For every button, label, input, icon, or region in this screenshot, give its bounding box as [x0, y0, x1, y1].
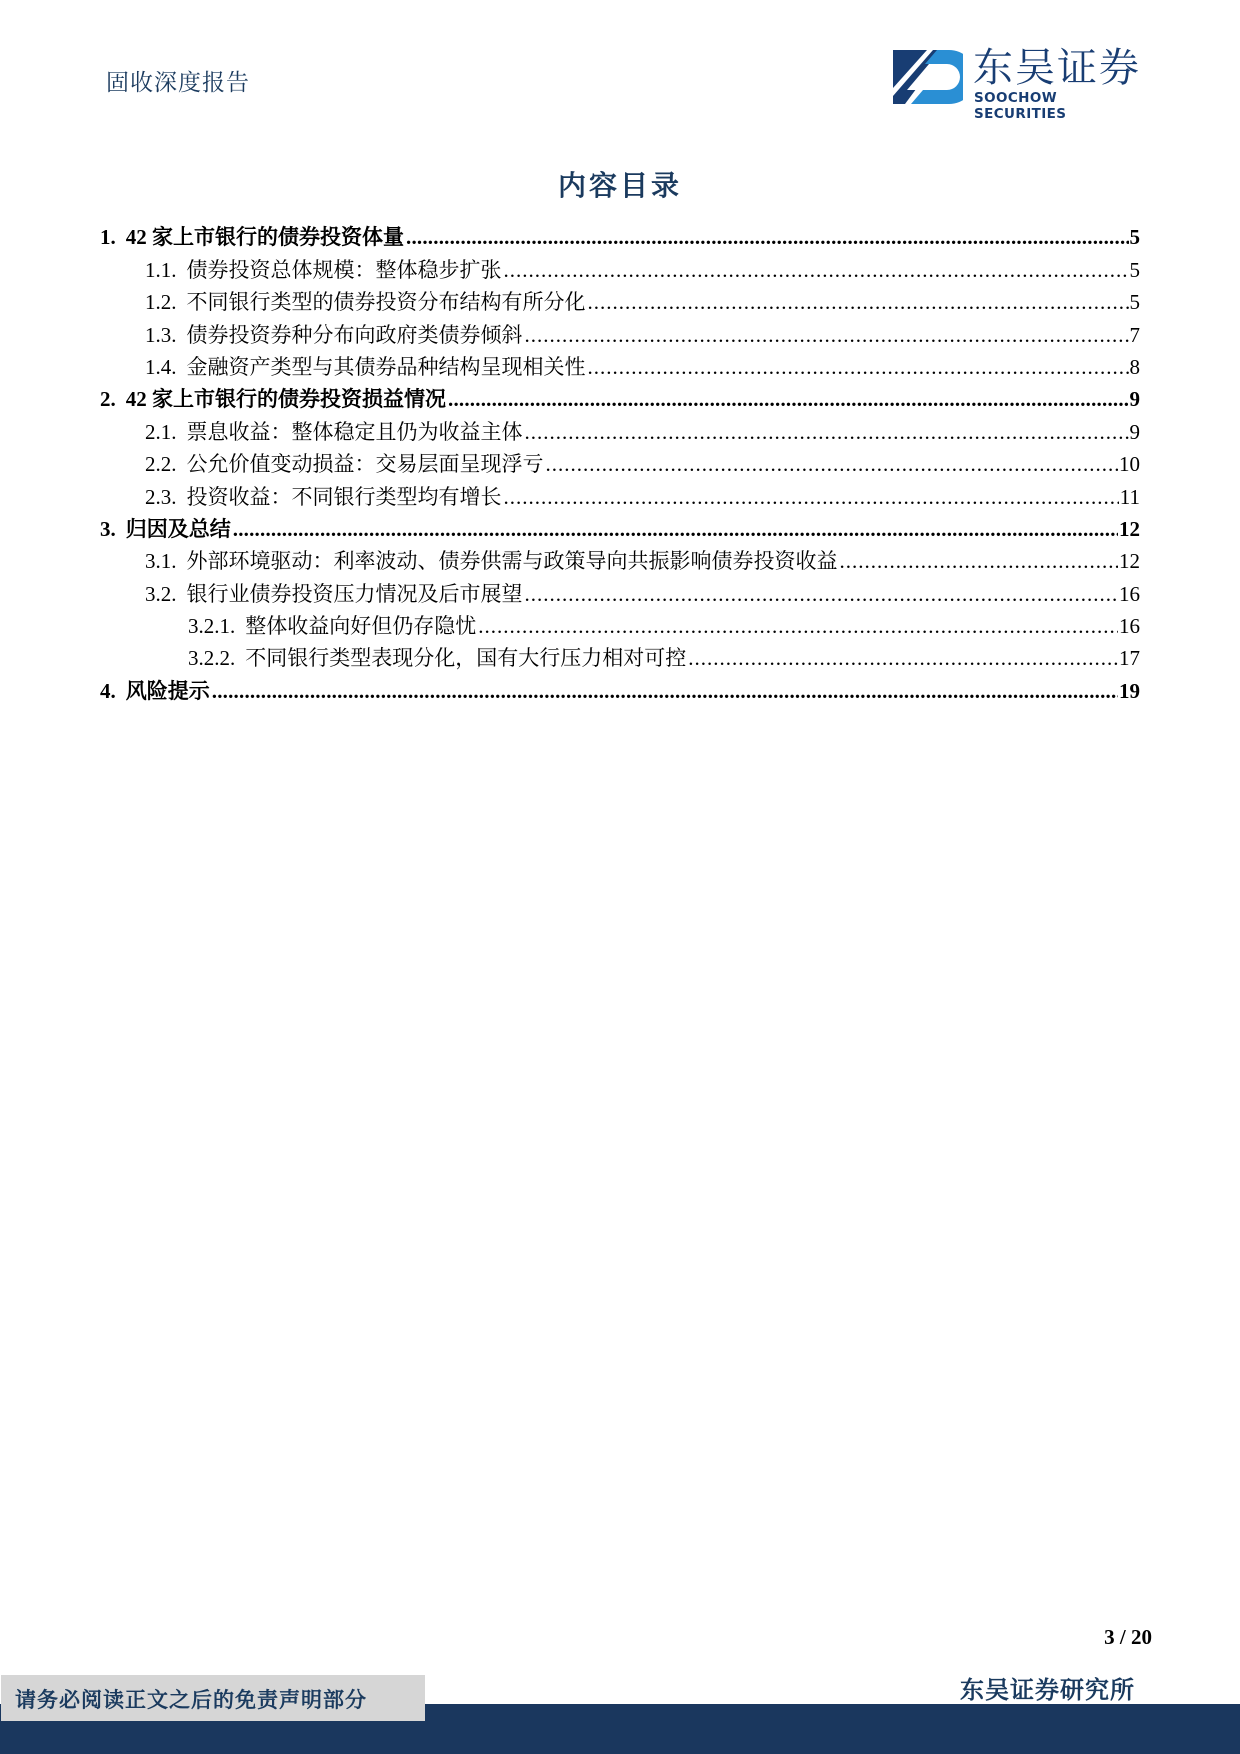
toc-entry-page: 16: [1119, 614, 1140, 639]
table-of-contents: [100, 218, 1140, 704]
toc-entry-title: 债券投资券种分布向政府类债券倾斜: [186, 322, 523, 347]
toc-entry-page: 5: [1129, 225, 1140, 250]
toc-entry[interactable]: [100, 445, 1140, 477]
toc-entry-title: 归因及总结: [125, 516, 231, 541]
toc-entry-number: 1.2.: [145, 290, 177, 315]
toc-leader-dots: [406, 224, 1129, 250]
logo-name-en: SOOCHOW SECURITIES: [974, 90, 1067, 122]
toc-leader-dots: [233, 516, 1118, 542]
report-type-label: 固收深度报告: [106, 70, 250, 95]
toc-leader-dots: [525, 419, 1129, 445]
toc-entry[interactable]: [100, 283, 1140, 315]
toc-entry-number: 1.1.: [145, 257, 177, 282]
toc-entry[interactable]: [100, 315, 1140, 347]
toc-entry-number: 2.1.: [145, 419, 177, 444]
toc-leader-dots: [504, 484, 1119, 510]
toc-leader-dots: [588, 289, 1129, 315]
toc-entry-number: 3.: [100, 516, 116, 541]
toc-entry-page: 17: [1119, 646, 1140, 671]
toc-entry-title: 风险提示: [125, 678, 210, 703]
institute-name: 东吴证券研究所: [960, 1678, 1135, 1704]
toc-entry-number: 3.2.1.: [188, 614, 236, 639]
toc-entry-title: 银行业债券投资压力情况及后市展望: [186, 581, 523, 606]
toc-leader-dots: [840, 548, 1119, 574]
toc-title: 内容目录: [557, 171, 682, 202]
toc-entry-number: 2.3.: [145, 484, 177, 509]
toc-entry-number: 3.2.2.: [188, 646, 236, 671]
toc-entry-title: 整体收益向好但仍存隐忧: [245, 614, 477, 639]
toc-leader-dots: [448, 386, 1129, 412]
toc-entry-title: 债券投资总体规模：整体稳步扩张: [186, 257, 502, 282]
toc-entry[interactable]: [100, 607, 1140, 639]
toc-entry-page: 11: [1119, 484, 1140, 509]
toc-entry-number: 1.4.: [145, 354, 177, 379]
toc-entry-title: 公允价值变动损益：交易层面呈现浮亏: [186, 452, 544, 477]
toc-entry[interactable]: [100, 250, 1140, 282]
toc-entry-page: 19: [1119, 678, 1140, 703]
toc-leader-dots: [212, 678, 1118, 704]
toc-entry-number: 1.3.: [145, 322, 177, 347]
toc-entry-number: 1.: [100, 225, 116, 250]
toc-entry-title: 不同银行类型的债券投资分布结构有所分化: [186, 290, 586, 315]
toc-entry-page: 8: [1129, 354, 1140, 379]
page-indicator: 3 / 20: [1104, 1625, 1152, 1649]
toc-entry-page: 5: [1129, 257, 1140, 282]
toc-entry-number: 4.: [100, 678, 116, 703]
toc-entry[interactable]: [100, 671, 1140, 703]
soochow-logo-icon: [893, 50, 963, 104]
toc-entry[interactable]: [100, 574, 1140, 606]
company-logo: [893, 45, 1153, 122]
toc-entry[interactable]: [100, 412, 1140, 444]
toc-entry-title: 外部环境驱动：利率波动、债券供需与政策导向共振影响债券投资收益: [186, 549, 838, 574]
toc-entry[interactable]: [100, 218, 1140, 250]
toc-leader-dots: [588, 354, 1129, 380]
toc-entry[interactable]: [100, 542, 1140, 574]
toc-entry-page: 12: [1119, 516, 1140, 541]
toc-entry-page: 7: [1129, 322, 1140, 347]
toc-leader-dots: [504, 257, 1129, 283]
toc-leader-dots: [688, 645, 1118, 671]
toc-entry[interactable]: [100, 477, 1140, 509]
toc-entry-page: 10: [1119, 452, 1140, 477]
toc-leader-dots: [478, 613, 1118, 639]
toc-entry-title: 42 家上市银行的债券投资体量: [125, 225, 404, 250]
logo-name-cn: 东吴证券: [973, 45, 1141, 91]
disclaimer-text: 请务必阅读正文之后的免责声明部分: [15, 1688, 367, 1712]
toc-entry-title: 票息收益：整体稳定且仍为收益主体: [186, 419, 523, 444]
toc-entry-page: 9: [1129, 387, 1140, 412]
toc-entry-number: 2.2.: [145, 452, 177, 477]
toc-entry-title: 不同银行类型表现分化，国有大行压力相对可控: [245, 646, 687, 671]
toc-entry-page: 12: [1119, 549, 1140, 574]
toc-entry-page: 16: [1119, 581, 1140, 606]
toc-entry[interactable]: [100, 510, 1140, 542]
toc-leader-dots: [525, 581, 1119, 607]
toc-entry[interactable]: [100, 380, 1140, 412]
toc-entry-page: 9: [1129, 419, 1140, 444]
toc-entry-number: 3.2.: [145, 581, 177, 606]
disclaimer-banner: [1, 1675, 425, 1721]
toc-entry-number: 2.: [100, 387, 116, 412]
toc-entry-number: 3.1.: [145, 549, 177, 574]
toc-entry[interactable]: [100, 639, 1140, 671]
toc-leader-dots: [525, 322, 1129, 348]
toc-entry[interactable]: [100, 348, 1140, 380]
toc-entry-title: 42 家上市银行的债券投资损益情况: [125, 387, 446, 412]
toc-entry-title: 投资收益：不同银行类型均有增长: [186, 484, 502, 509]
toc-leader-dots: [546, 451, 1119, 477]
toc-entry-title: 金融资产类型与其债券品种结构呈现相关性: [186, 354, 586, 379]
toc-entry-page: 5: [1129, 290, 1140, 315]
